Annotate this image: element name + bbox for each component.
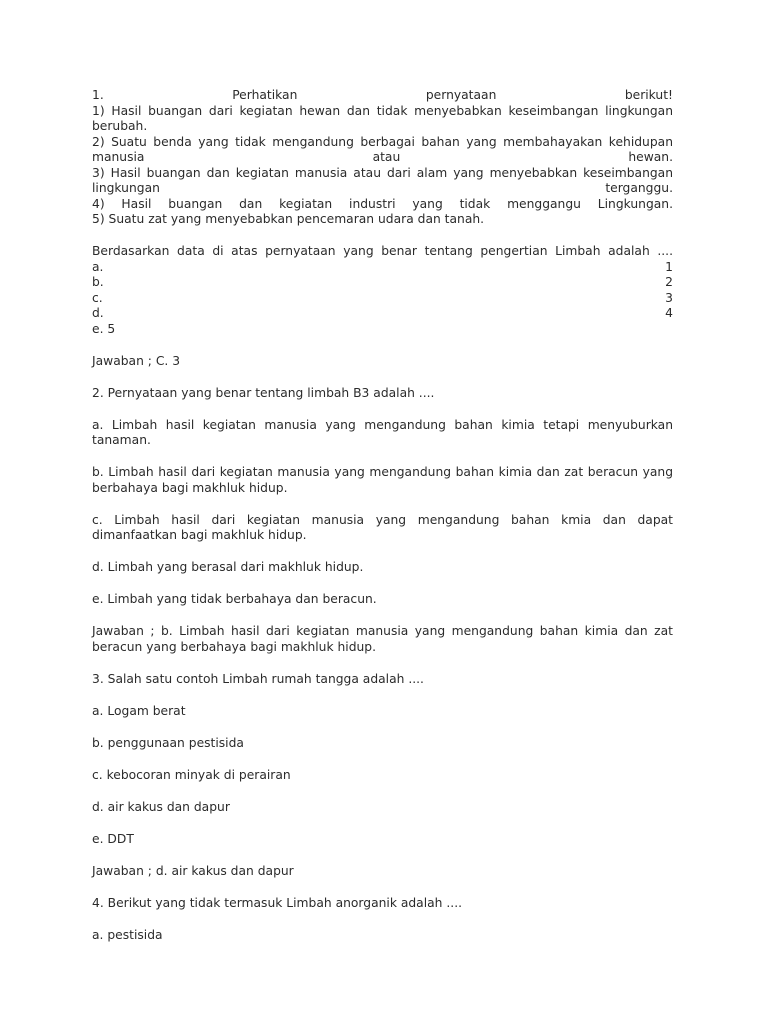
q2-option-b: b. Limbah hasil dari kegiatan manusia yang mengandung bahan kimia dan zat beracun yang berbahaya bagi makhluk hidup. [92,465,673,495]
question-2 [92,386,673,656]
q1-question-text: Berdasarkan data di atas pernyataan yang benar tentang pengertian Limbah adalah .... [92,244,673,258]
q3-option-a: a. Logam berat [92,703,186,718]
q3-option-b: b. penggunaan pestisida [92,735,244,750]
q1-answer: Jawaban ; C. 3 [92,353,181,368]
q1-statement-1: 1) Hasil buangan dari kegiatan hewan dan tidak menyebabkan keseimbangan lingkungan [92,103,673,118]
q3-option-e: e. DDT [92,831,134,846]
q4-option-a: a. pestisida [92,927,163,942]
question-3 [92,672,673,880]
q1-statement-2: 2) Suatu benda yang tidak mengandung berbagai bahan yang membahayakan kehidupan [92,134,673,149]
q4-question-text: 4. Berikut yang tidak termasuk Limbah anorganik adalah .... [92,895,463,910]
document-page [92,88,673,943]
q1-statement-1-cont: berubah. [92,119,148,133]
q2-option-d: d. Limbah yang berasal dari makhluk hidup. [92,560,364,574]
q2-option-e: e. Limbah yang tidak berbahaya dan beracun. [92,592,377,606]
q1-statement-2-cont: manusia atau hewan. [92,150,673,164]
q1-statement-3-cont: lingkungan terganggu. [92,181,673,195]
q1-option-e: e. 5 [92,321,116,336]
q1-option-c: c. 3 [92,290,673,305]
q2-option-a: a. Limbah hasil kegiatan manusia yang mengandung bahan kimia tetapi menyuburkan tanaman. [92,417,673,447]
q1-statement-5: 5) Suatu zat yang menyebabkan pencemaran udara dan tanah. [92,212,485,226]
q1-option-b: b. 2 [92,275,673,289]
q2-answer: Jawaban ; b. Limbah hasil dari kegiatan manusia yang mengandung bahan kimia dan zat beracun yang berbahaya bagi makhluk hidup. [92,624,673,654]
question-4 [92,896,673,944]
q1-option-a: a. 1 [92,259,673,274]
q2-question-text: 2. Pernyataan yang benar tentang limbah B3 adalah .... [92,385,435,400]
question-1 [92,88,673,369]
q1-number: 1. [92,88,104,102]
q1-header: 1. Perhatikan pernyataan berikut! [92,88,673,102]
q3-answer: Jawaban ; d. air kakus dan dapur [92,863,294,878]
q3-option-d: d. air kakus dan dapur [92,799,230,814]
q3-option-c: c. kebocoran minyak di perairan [92,767,291,782]
q3-question-text: 3. Salah satu contoh Limbah rumah tangga adalah .... [92,671,424,686]
q1-statement-4: 4) Hasil buangan dan kegiatan industri yang tidak menggangu Lingkungan. [92,196,673,211]
q1-statement-3: 3) Hasil buangan dan kegiatan manusia atau dari alam yang menyebabkan keseimbangan [92,165,673,180]
q2-option-c: c. Limbah hasil dari kegiatan manusia yang mengandung bahan kmia dan dapat dimanfaatkan bagi makhluk hidup. [92,512,673,542]
q1-option-d: d. 4 [92,306,673,320]
